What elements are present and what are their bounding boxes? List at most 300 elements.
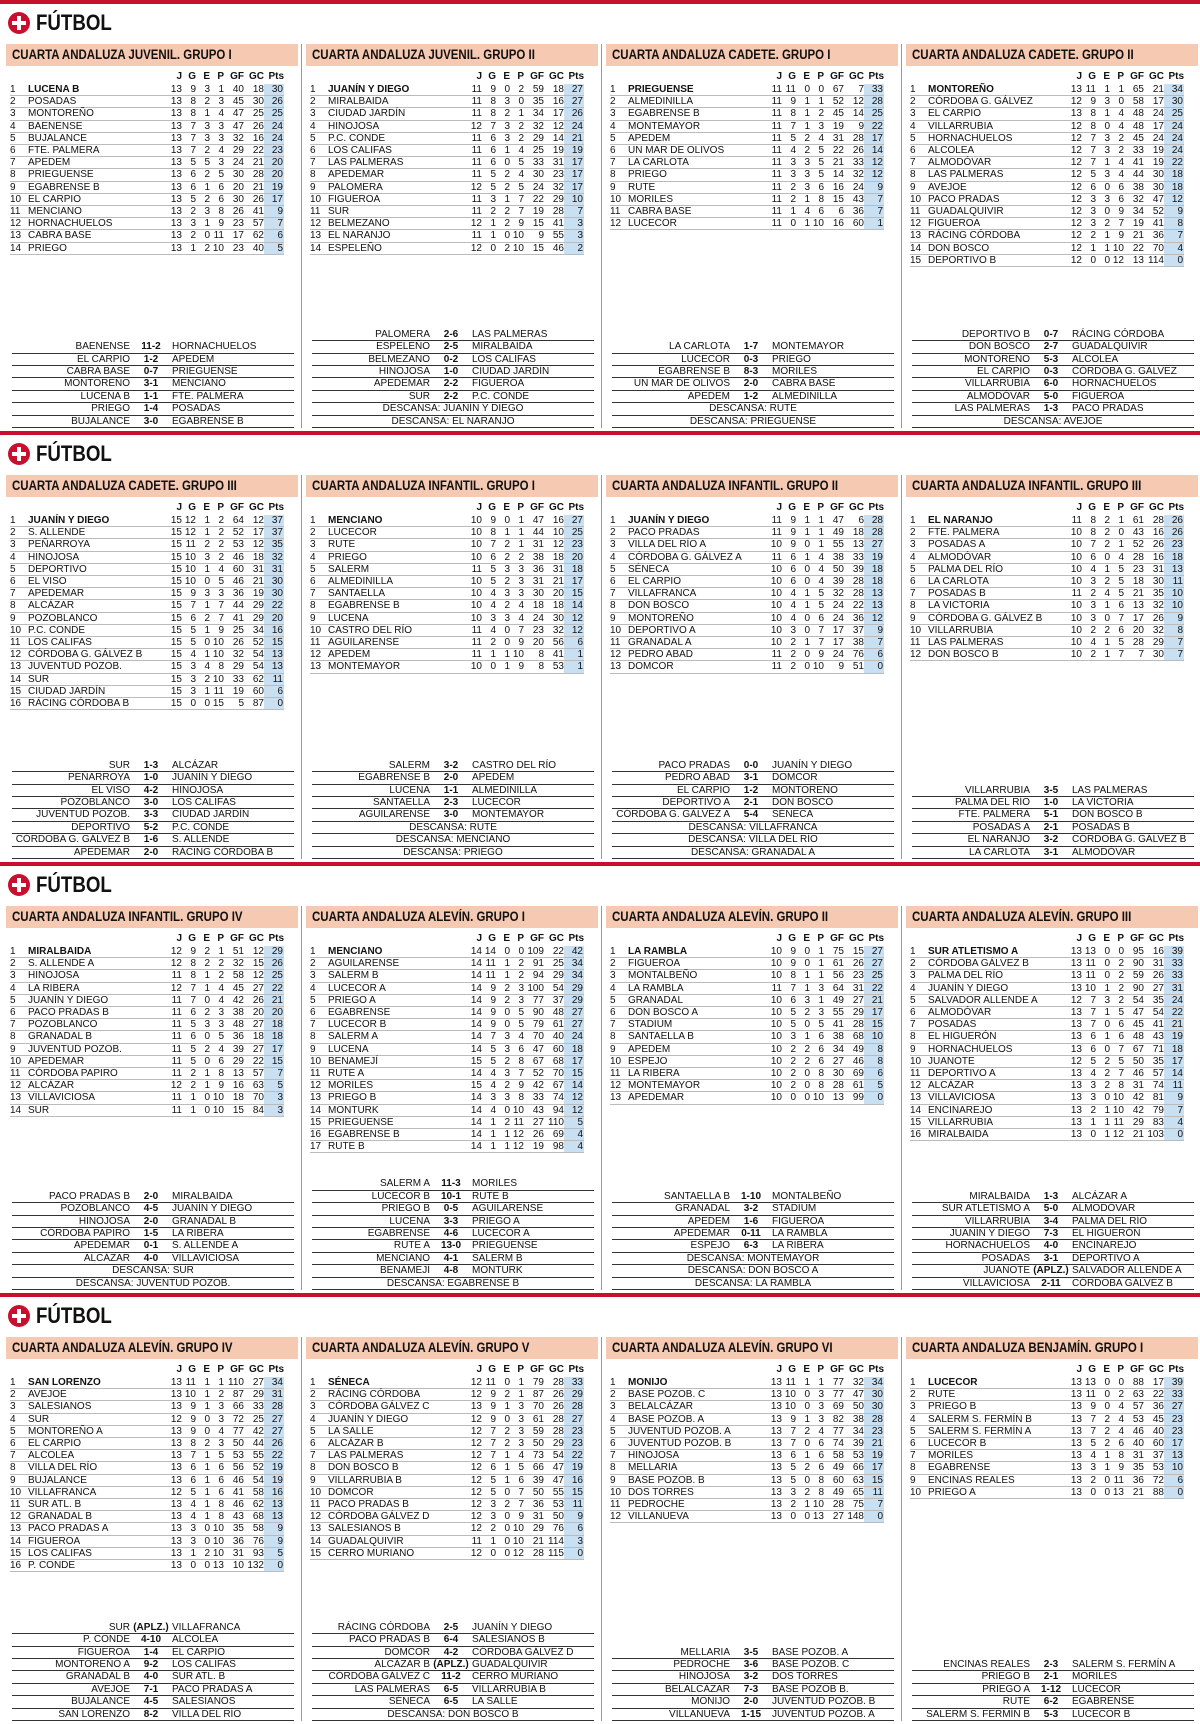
home-team: ALCÁZAR B [374, 1659, 430, 1671]
stat-cell: 7 [910, 157, 928, 169]
stat-cell: 13 [210, 1560, 224, 1572]
stat-cell: 3 [1082, 1092, 1096, 1104]
team-name: LA RIBERA [28, 982, 168, 994]
stat-cell: 4 [482, 1104, 496, 1116]
stat-cell: 12 [468, 1547, 482, 1559]
stat-cell: 0 [510, 946, 524, 958]
stat-cell: 5 [482, 181, 496, 193]
stat-cell: 11 [782, 84, 796, 96]
stat-cell: 1 [496, 1401, 510, 1413]
team-name: MONTEMAYOR [628, 1080, 768, 1092]
points-cell: 24 [264, 132, 284, 144]
table-row [10, 1401, 284, 1413]
score: 3-1 [1043, 846, 1059, 858]
stat-cell: 50 [1124, 1055, 1144, 1067]
home-team: EL CARPIO [677, 784, 730, 796]
stat-cell: 13 [1068, 1092, 1082, 1104]
group-panel [906, 44, 1198, 428]
match-result [12, 354, 294, 366]
stat-cell: 5 [182, 624, 196, 636]
column-header: GC [549, 1364, 564, 1376]
column-header: J [1076, 71, 1082, 83]
team-name: HINOJOSA [628, 1450, 768, 1462]
stat-cell: 7 [1082, 157, 1096, 169]
away-team: SALESIANOS B [472, 1634, 545, 1646]
stat-cell: 6 [782, 551, 796, 563]
team-name: EL CARPIO [628, 576, 768, 588]
stat-cell: 7 [182, 145, 196, 157]
stat-cell: 2 [210, 539, 224, 551]
points-cell: 4 [564, 1141, 584, 1153]
stat-cell: 16 [1144, 946, 1164, 958]
stat-cell: 48 [224, 1019, 244, 1031]
stat-cell: 60 [1144, 1438, 1164, 1450]
stat-cell: 37 [544, 994, 564, 1006]
stat-cell: 32 [1144, 600, 1164, 612]
away-team: RÁCING CÓRDOBA B [172, 846, 274, 858]
stat-cell: 64 [224, 515, 244, 527]
table-row [910, 649, 1184, 661]
team-name: SALERM A [328, 1031, 468, 1043]
stat-cell: 4 [1110, 169, 1124, 181]
stat-cell: 5 [482, 576, 496, 588]
stat-cell: 2 [1110, 145, 1124, 157]
table-row [10, 108, 284, 120]
team-name: FIGUEROA [28, 1535, 168, 1547]
away-team: ALMODÓVAR [1072, 846, 1136, 858]
stat-cell: 95 [1124, 946, 1144, 958]
home-team: BUJALANCE [71, 1696, 130, 1708]
score: 2-5 [443, 341, 459, 353]
stat-cell: 2 [482, 637, 496, 649]
match-result [612, 1191, 894, 1203]
stat-cell: 3 [1096, 145, 1110, 157]
stat-cell: 12 [844, 96, 864, 108]
stat-cell: 2 [496, 242, 510, 254]
table-row [910, 515, 1184, 527]
stat-cell: 21 [1124, 230, 1144, 242]
stat-cell: 12 [1068, 230, 1082, 242]
stat-cell: 11 [1110, 1116, 1124, 1128]
stat-cell: 15 [168, 673, 182, 685]
standings-table [310, 70, 584, 255]
stat-cell: 68 [844, 1031, 864, 1043]
stat-cell: 3 [910, 539, 928, 551]
stat-cell: 12 [168, 1413, 182, 1425]
team-name: SUR ATLETISMO A [928, 946, 1068, 958]
stat-cell: 10 [810, 1499, 824, 1511]
stat-cell: 1 [810, 994, 824, 1006]
away-team: MONTOREÑO [772, 784, 838, 796]
column-header [610, 501, 628, 515]
stat-cell: 3 [210, 157, 224, 169]
stat-cell: 2 [782, 1080, 796, 1092]
stat-cell: 31 [844, 982, 864, 994]
team-name: DOS TORRES [628, 1486, 768, 1498]
stat-cell: 58 [224, 970, 244, 982]
stat-cell: 15 [168, 685, 182, 697]
stat-cell: 6 [1082, 1031, 1096, 1043]
away-team: MORILES [472, 1178, 518, 1190]
stat-cell: 26 [224, 637, 244, 649]
stat-cell: 10 [768, 563, 782, 575]
table-row [610, 551, 884, 563]
team-name: HORNACHUELOS [928, 132, 1068, 144]
table-row [610, 982, 884, 994]
table-row [910, 132, 1184, 144]
match-result [12, 378, 294, 390]
points-cell: 8 [1164, 218, 1184, 230]
stat-cell: 13 [168, 1389, 182, 1401]
stat-cell: 1 [196, 982, 210, 994]
home-team: JUANOTE [983, 1265, 1030, 1277]
stat-cell: 11 [768, 108, 782, 120]
stat-cell: 6 [610, 576, 628, 588]
stat-cell: 8 [10, 169, 28, 181]
points-cell: 22 [1164, 157, 1184, 169]
stat-cell: 19 [824, 120, 844, 132]
stat-cell: 12 [468, 1474, 482, 1486]
away-team: GUADALQUIVIR [1072, 341, 1148, 353]
stat-cell: 0 [796, 84, 810, 96]
stat-cell: 1 [496, 970, 510, 982]
table-row [310, 1092, 584, 1104]
stat-cell: 75 [844, 1499, 864, 1511]
stat-cell: 7 [10, 588, 28, 600]
table-row [10, 218, 284, 230]
stat-cell: 11 [468, 563, 482, 575]
stat-cell: 10 [468, 612, 482, 624]
match-result [312, 760, 594, 772]
stat-cell: 11 [768, 551, 782, 563]
stat-cell: 11 [1068, 588, 1082, 600]
home-team: DEPORTIVO B [961, 328, 1030, 340]
stat-cell: 12 [182, 515, 196, 527]
stat-cell: 11 [468, 1535, 482, 1547]
points-cell: 6 [264, 685, 284, 697]
stat-cell: 8 [1110, 1450, 1124, 1462]
stat-cell: 10 [1068, 551, 1082, 563]
stat-cell: 0 [482, 1547, 496, 1559]
stat-cell: 9 [1082, 1401, 1096, 1413]
column-header: GF [230, 71, 244, 83]
team-name: HINOJOSA [28, 970, 168, 982]
stat-cell: 26 [844, 145, 864, 157]
team-name: LAS PALMERAS [328, 157, 468, 169]
stat-cell: 21 [244, 181, 264, 193]
table-row [310, 946, 584, 958]
stat-cell: 6 [1082, 1043, 1096, 1055]
stat-cell: 6 [1110, 624, 1124, 636]
team-name: FIGUEROA [628, 958, 768, 970]
stat-cell: 1 [1096, 1462, 1110, 1474]
stat-cell: 7 [1110, 1068, 1124, 1080]
table-row [10, 1462, 284, 1474]
stat-cell: 10 [210, 637, 224, 649]
points-cell: 7 [264, 218, 284, 230]
stat-cell: 6 [810, 206, 824, 218]
column-header: Pts [864, 1363, 884, 1377]
points-cell: 33 [1164, 958, 1184, 970]
team-name: BUJALANCE [28, 1474, 168, 1486]
column-header: GF [530, 933, 544, 945]
match-result [312, 785, 594, 797]
stat-cell: 83 [1144, 1116, 1164, 1128]
stat-cell: 26 [1144, 612, 1164, 624]
stat-cell: 2 [1096, 218, 1110, 230]
points-cell: 21 [1164, 1019, 1184, 1031]
stat-cell: 77 [524, 994, 544, 1006]
group-panel [606, 1337, 898, 1721]
stat-cell: 10 [910, 1055, 928, 1067]
column-header: GC [249, 502, 264, 514]
stat-cell: 5 [910, 1425, 928, 1437]
stat-cell: 6 [810, 1043, 824, 1055]
stat-cell: 13 [10, 230, 28, 242]
stat-cell: 5 [510, 1007, 524, 1019]
stat-cell: 31 [524, 1511, 544, 1523]
column-header: G [188, 933, 196, 945]
stat-cell: 6 [210, 1055, 224, 1067]
stat-cell: 9 [310, 1043, 328, 1055]
section-rule [0, 0, 1200, 4]
column-divider [601, 906, 602, 1290]
stat-cell: 10 [510, 649, 524, 661]
stat-cell: 36 [844, 206, 864, 218]
points-cell: 5 [564, 1116, 584, 1128]
team-name: SALESIANOS [28, 1401, 168, 1413]
stat-cell: 6 [910, 576, 928, 588]
column-header: P [517, 502, 524, 514]
stat-cell: 12 [182, 527, 196, 539]
cross-icon [8, 443, 30, 465]
column-header: Pts [564, 501, 584, 515]
stat-cell: 14 [468, 1129, 482, 1141]
stat-cell: 62 [244, 673, 264, 685]
home-team: ALCÁZAR [83, 1252, 130, 1264]
stat-cell: 2 [182, 206, 196, 218]
away-team: P.C. CONDE [172, 821, 230, 833]
stat-cell: 12 [310, 649, 328, 661]
match-result [312, 378, 594, 390]
stat-cell: 1 [196, 515, 210, 527]
team-name: LUCECOR [928, 1377, 1068, 1389]
score: 1-15 [740, 1708, 761, 1720]
rest-note: DESCANSA: VILLAFRANCA [612, 822, 894, 834]
points-cell: 29 [264, 946, 284, 958]
stat-cell: 3 [10, 108, 28, 120]
stat-cell: 60 [224, 563, 244, 575]
stat-cell: 1 [482, 649, 496, 661]
stat-cell: 1 [1096, 563, 1110, 575]
stat-cell: 21 [244, 157, 264, 169]
table-row [910, 982, 1184, 994]
stat-cell: 5 [782, 1474, 796, 1486]
score: 3-1 [143, 378, 159, 390]
column-header: GF [830, 71, 844, 83]
stat-cell: 54 [1124, 994, 1144, 1006]
team-name: POSADAS A [928, 539, 1068, 551]
stat-cell: 27 [244, 1019, 264, 1031]
column-header: GC [549, 71, 564, 83]
stat-cell: 7 [482, 1031, 496, 1043]
column-header: GC [549, 502, 564, 514]
stat-cell: 14 [10, 673, 28, 685]
table-row [910, 96, 1184, 108]
stat-cell: 2 [796, 1425, 810, 1437]
points-cell: 1 [864, 218, 884, 230]
stat-cell: 46 [224, 1499, 244, 1511]
team-name: VILLAVICIOSA [28, 1092, 168, 1104]
column-header: Pts [1164, 70, 1184, 84]
column-header: GF [230, 502, 244, 514]
home-team: HORNACHUELOS [945, 1240, 1030, 1252]
stat-cell: 0 [1096, 1401, 1110, 1413]
stat-cell: 0 [496, 515, 510, 527]
stat-cell: 0 [1096, 181, 1110, 193]
stat-cell: 0 [1096, 551, 1110, 563]
score: 2-0 [143, 1215, 159, 1227]
team-name: RUTE [628, 181, 768, 193]
stat-cell: 3 [782, 1486, 796, 1498]
stat-cell: 3 [796, 181, 810, 193]
column-header: G [188, 1364, 196, 1376]
stat-cell: 7 [910, 1019, 928, 1031]
stat-cell: 3 [1082, 612, 1096, 624]
stat-cell: 44 [524, 527, 544, 539]
points-cell: 16 [264, 624, 284, 636]
stat-cell: 2 [496, 551, 510, 563]
match-result [12, 1659, 294, 1671]
stat-cell: 24 [844, 181, 864, 193]
stat-cell: 10 [1068, 563, 1082, 575]
stat-cell: 5 [782, 132, 796, 144]
column-header [628, 501, 768, 515]
stat-cell: 12 [1110, 254, 1124, 266]
table-row [10, 600, 284, 612]
stat-cell: 37 [844, 624, 864, 636]
stat-cell: 29 [244, 600, 264, 612]
table-row [310, 649, 584, 661]
stat-cell: 10 [1110, 1092, 1124, 1104]
rest-note: DESCANSA: MENCIANO [312, 834, 594, 846]
stat-cell: 10 [768, 1043, 782, 1055]
stat-cell: 132 [244, 1560, 264, 1572]
home-team: MONTOREÑO [964, 353, 1030, 365]
match-result [312, 1265, 594, 1277]
stat-cell: 14 [482, 946, 496, 958]
stat-cell: 1 [1096, 1007, 1110, 1019]
home-team: DEPORTIVO [71, 821, 130, 833]
table-row [610, 600, 884, 612]
team-name: MENCIANO [328, 515, 468, 527]
stat-cell: 7 [810, 637, 824, 649]
stat-cell: 7 [810, 624, 824, 636]
stat-cell: 27 [824, 1055, 844, 1067]
stat-cell: 27 [524, 1116, 544, 1128]
stat-cell: 12 [1068, 218, 1082, 230]
column-header [10, 932, 28, 946]
stat-cell: 2 [496, 576, 510, 588]
points-cell: 23 [864, 1425, 884, 1437]
points-cell: 30 [864, 1389, 884, 1401]
stat-cell: 8 [182, 96, 196, 108]
stat-cell: 29 [544, 970, 564, 982]
table-row [310, 551, 584, 563]
stat-cell: 7 [1110, 612, 1124, 624]
stat-cell: 23 [224, 242, 244, 254]
stat-cell: 1 [196, 1389, 210, 1401]
column-header: GF [1130, 71, 1144, 83]
points-cell: 34 [1164, 84, 1184, 96]
stat-cell: 3 [496, 612, 510, 624]
standings-table [610, 1363, 884, 1523]
home-team: LUCENA [389, 1215, 430, 1227]
team-name: MORILES [628, 193, 768, 205]
stat-cell: 0 [496, 1535, 510, 1547]
stat-cell: 2 [196, 1547, 210, 1559]
team-name: LOS CALIFAS [328, 145, 468, 157]
table-row [610, 193, 884, 205]
home-team: EL VISO [91, 784, 130, 796]
match-result [912, 822, 1194, 834]
points-cell: 5 [264, 1080, 284, 1092]
home-team: EL CARPIO [77, 353, 130, 365]
score: 3-6 [743, 1659, 759, 1671]
column-header [10, 70, 28, 84]
points-cell: 0 [1164, 254, 1184, 266]
stat-cell: 70 [524, 1401, 544, 1413]
stat-cell: 1 [182, 242, 196, 254]
stat-cell: 7 [1082, 539, 1096, 551]
points-cell: 23 [264, 145, 284, 157]
stat-cell: 0 [796, 1438, 810, 1450]
table-row [10, 1055, 284, 1067]
rest-note: DESCANSA: JUVENTUD POZOB. [12, 1278, 294, 1290]
stat-cell: 1 [1096, 1129, 1110, 1141]
table-row [10, 1474, 284, 1486]
stat-cell: 12 [168, 958, 182, 970]
results-list [12, 341, 294, 428]
team-name: MIRALBAIDA [28, 946, 168, 958]
group-panel [6, 906, 298, 1290]
rest-note: DESCANSA: AVEJOE [912, 416, 1194, 428]
home-team: FTE. PALMERA [958, 809, 1030, 821]
team-name: LA VICTORIA [928, 600, 1068, 612]
match-result [912, 1191, 1194, 1203]
stat-cell: 11 [610, 1499, 628, 1511]
team-name: PALMA DEL RÍO [928, 970, 1068, 982]
away-team: CÓRDOBA GÁLVEZ B [1072, 1277, 1173, 1289]
home-team: VILLARRUBIA [964, 378, 1030, 390]
home-team: PRIEGO [91, 403, 130, 415]
score: 1-7 [743, 341, 759, 353]
points-cell: 26 [1164, 515, 1184, 527]
stat-cell: 10 [210, 649, 224, 661]
table-row [910, 1104, 1184, 1116]
group-panel [906, 475, 1198, 859]
results-list [612, 341, 894, 428]
match-result [12, 391, 294, 403]
stat-cell: 5 [210, 169, 224, 181]
stat-cell: 4 [210, 563, 224, 575]
stat-cell: 23 [544, 169, 564, 181]
match-result [612, 354, 894, 366]
stat-cell: 1 [1096, 1104, 1110, 1116]
away-team: SALERM S. FERMÍN A [1072, 1659, 1176, 1671]
stat-cell: 48 [1124, 108, 1144, 120]
points-cell: 27 [864, 539, 884, 551]
